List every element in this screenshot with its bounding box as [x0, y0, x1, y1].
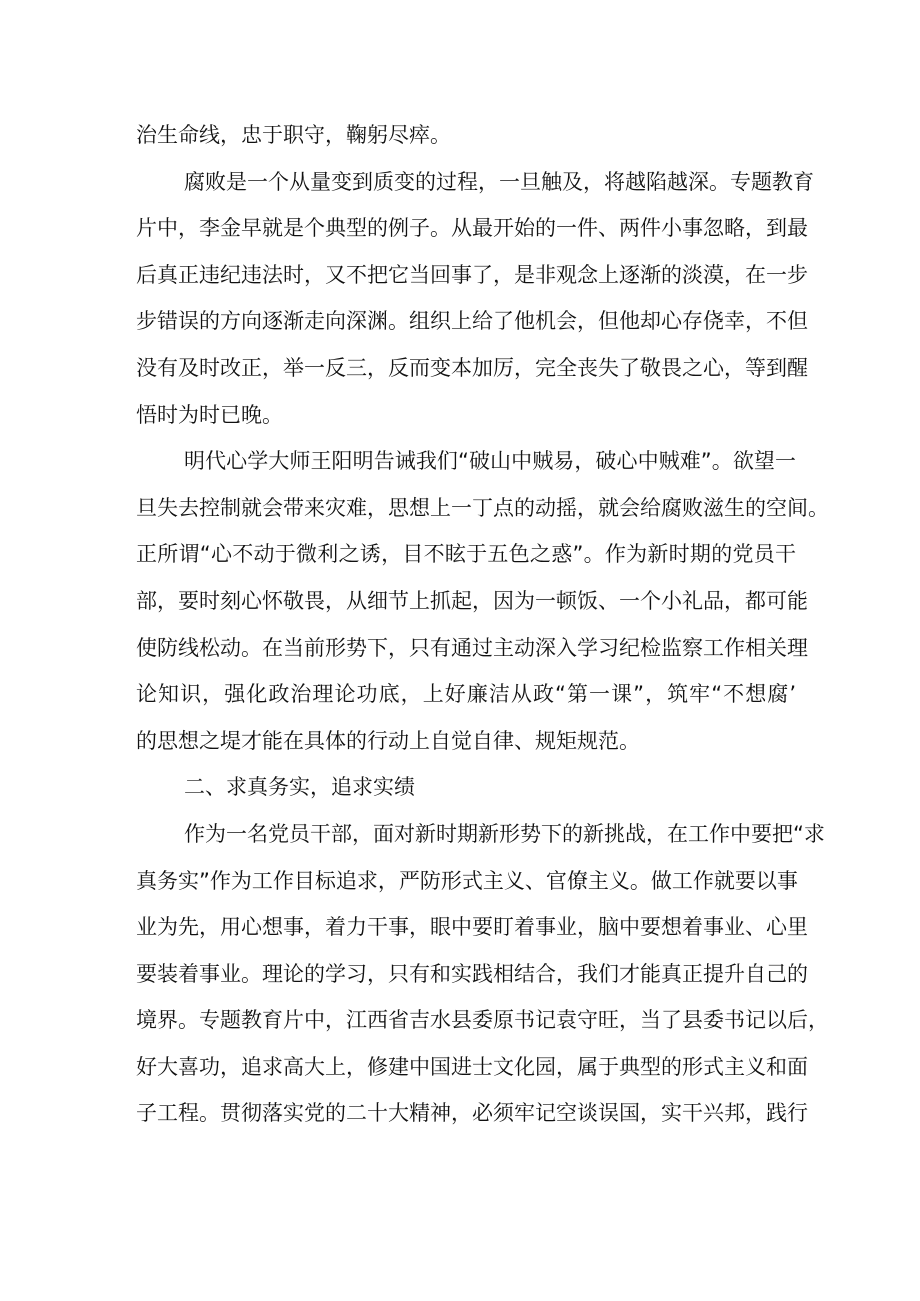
- text-line-22: 子工程。贯彻落实党的二十大精神，必须牢记空谈误国，实干兴邦，践行: [136, 1101, 808, 1126]
- text-line-5: 步错误的方向逐渐走向深渊。组织上给了他机会，但他却心存侥幸，不但: [136, 309, 808, 334]
- text-line-4: 后真正违纪违法时，又不把它当回事了，是非观念上逐渐的淡漠，在一步: [136, 262, 808, 287]
- text-line-20: 境界。专题教育片中，江西省吉水县委原书记袁守旺，当了县委书记以后，: [136, 1008, 829, 1033]
- text-line-16: 作为一名党员干部，面对新时期新形势下的新挑战，在工作中要把“求: [184, 821, 825, 846]
- text-line-14: 的思想之堤才能在具体的行动上自觉自律、规矩规范。: [136, 728, 640, 753]
- text-line-6: 没有及时改正，举一反三，反而变本加厉，完全丧失了敬畏之心，等到醒: [136, 355, 808, 380]
- text-line-2: 腐败是一个从量变到质变的过程，一旦触及，将越陷越深。专题教育: [184, 169, 814, 194]
- text-line-1: 治生命线，忠于职守，鞠躬尽瘁。: [136, 123, 451, 147]
- text-line-12: 使防线松动。在当前形势下，只有通过主动深入学习纪检监察工作相关理: [136, 635, 808, 660]
- text-line-17: 真务实”作为工作目标追求，严防形式主义、官僚主义。做工作就要以事: [136, 868, 798, 893]
- document-body: [136, 112, 829, 1137]
- text-line-10: 正所谓“心不动于微利之诱，目不眩于五色之惑”。作为新时期的党员干: [136, 542, 796, 567]
- text-line-21: 好大喜功，追求高大上，修建中国进士文化园，属于典型的形式主义和面: [136, 1054, 808, 1079]
- text-line-11: 部，要时刻心怀敬畏，从细节上抓起，因为一顿饭、一个小礼品，都可能: [136, 588, 808, 613]
- section-heading: 二、求真务实，追求实绩: [184, 775, 415, 800]
- text-line-3: 片中，李金早就是个典型的例子。从最开始的一件、两件小事忽略，到最: [136, 216, 808, 241]
- text-line-19: 要装着事业。理论的学习，只有和实践相结合，我们才能真正提升自己的: [136, 961, 808, 986]
- text-line-18: 业为先，用心想事，着力干事，眼中要盯着事业，脑中要想着事业、心里: [136, 915, 808, 940]
- text-line-13: 论知识，强化政治理论功底，上好廉洁从政“第一课”，筑牢“不想腐’: [136, 682, 796, 707]
- text-line-8: 明代心学大师王阳明告诫我们“破山中贼易，破心中贼难”。欲望一: [184, 449, 796, 474]
- text-line-7: 悟时为时已晚。: [136, 402, 283, 427]
- text-line-9: 旦失去控制就会带来灾难，思想上一丁点的动摇，就会给腐败滋生的空间。: [136, 495, 829, 520]
